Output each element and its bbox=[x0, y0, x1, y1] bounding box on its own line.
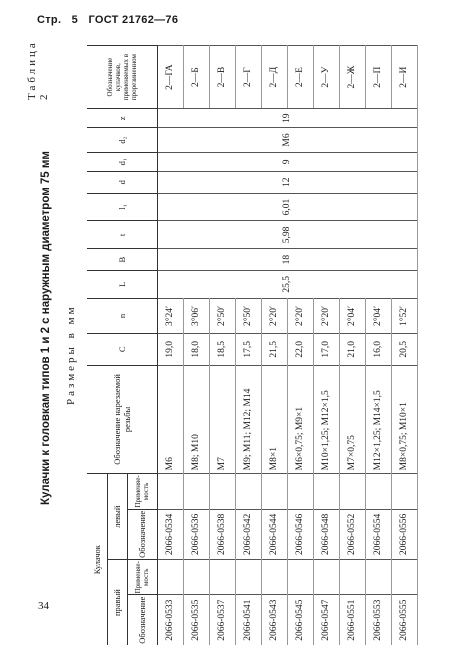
cell-right: 2066-0545 bbox=[287, 595, 313, 645]
cell-c: 19,0 bbox=[157, 334, 183, 365]
cell-n: 2°20′ bbox=[313, 298, 339, 333]
cell-c: 21,0 bbox=[339, 334, 365, 365]
cell-right-use bbox=[209, 560, 235, 595]
cell-common-d1: 9 bbox=[157, 152, 417, 172]
cell-common-t: 5,98 bbox=[157, 221, 417, 249]
cell-left-use bbox=[391, 474, 417, 509]
cell-cam-set: 2—ГА bbox=[157, 46, 183, 109]
cell-n: 2°50′ bbox=[209, 298, 235, 333]
cell-c: 18,0 bbox=[183, 334, 209, 365]
cell-left-use bbox=[261, 474, 287, 509]
col-l1: l₁ bbox=[87, 193, 157, 221]
page-header bbox=[37, 14, 185, 26]
cell-right: 2066-0541 bbox=[235, 595, 261, 645]
cell-cam-set: 2—И bbox=[391, 46, 417, 109]
cell-left: 2066-0534 bbox=[157, 509, 183, 560]
cell-c: 21,5 bbox=[261, 334, 287, 365]
page-number: 5 bbox=[71, 14, 79, 26]
cell-left-use bbox=[313, 474, 339, 509]
cell-right: 2066-0535 bbox=[183, 595, 209, 645]
cell-c: 22,0 bbox=[287, 334, 313, 365]
col-n: n bbox=[87, 298, 157, 333]
cell-left-use bbox=[157, 474, 183, 509]
cell-common-L: 25,5 bbox=[157, 270, 417, 298]
col-group-cam: Кулачок bbox=[87, 474, 107, 645]
cell-right: 2066-0551 bbox=[339, 595, 365, 645]
cell-thread: М6×0,75; М9×1 bbox=[287, 365, 313, 474]
col-c: C bbox=[87, 334, 157, 365]
cell-common-d2: М6 bbox=[157, 128, 417, 152]
cell-n: 2°20′ bbox=[287, 298, 313, 333]
cell-right: 2066-0547 bbox=[313, 595, 339, 645]
cell-common-B: 18 bbox=[157, 249, 417, 270]
cell-left: 2066-0552 bbox=[339, 509, 365, 560]
cell-right: 2066-0555 bbox=[391, 595, 417, 645]
cell-right-use bbox=[339, 560, 365, 595]
table-subtitle: Размеры в мм bbox=[65, 304, 77, 405]
col-B: B bbox=[87, 249, 157, 270]
cell-c: 17,0 bbox=[313, 334, 339, 365]
cell-left: 2066-0548 bbox=[313, 509, 339, 560]
cell-right-use bbox=[313, 560, 339, 595]
dimensions-table bbox=[87, 45, 418, 645]
cell-left-use bbox=[235, 474, 261, 509]
cell-c: 20,5 bbox=[391, 334, 417, 365]
cell-thread: М7×0,75 bbox=[339, 365, 365, 474]
cell-n: 2°04′ bbox=[339, 298, 365, 333]
cell-thread: М8×1 bbox=[261, 365, 287, 474]
col-L: L bbox=[87, 270, 157, 298]
cell-left-use bbox=[339, 474, 365, 509]
cell-cam-set: 2—Б bbox=[183, 46, 209, 109]
cell-left: 2066-0554 bbox=[365, 509, 391, 560]
cell-n: 3°06′ bbox=[183, 298, 209, 333]
cell-right-use bbox=[235, 560, 261, 595]
cell-thread: М7 bbox=[209, 365, 235, 474]
cell-cam-set: 2—Г bbox=[235, 46, 261, 109]
standard-code: ГОСТ 21762—76 bbox=[88, 14, 179, 26]
table-label: Таблица 2 bbox=[26, 40, 50, 100]
cell-right-use bbox=[157, 560, 183, 595]
cell-thread: М10×1,25; М12×1,5 bbox=[313, 365, 339, 474]
cell-left: 2066-0542 bbox=[235, 509, 261, 560]
cell-left: 2066-0538 bbox=[209, 509, 235, 560]
cell-n: 3°24′ bbox=[157, 298, 183, 333]
col-d2: d₂ bbox=[87, 128, 157, 152]
cell-right-use bbox=[261, 560, 287, 595]
page-label: Стр. bbox=[37, 14, 62, 26]
cell-common-z: 19 bbox=[157, 109, 417, 128]
cell-left: 2066-0544 bbox=[261, 509, 287, 560]
cell-thread: М8; М10 bbox=[183, 365, 209, 474]
cell-thread: М6 bbox=[157, 365, 183, 474]
col-right-designation: Обозначение bbox=[127, 595, 157, 645]
cell-left: 2066-0546 bbox=[287, 509, 313, 560]
cell-n: 2°20′ bbox=[261, 298, 287, 333]
cell-n: 2°50′ bbox=[235, 298, 261, 333]
col-d: d bbox=[87, 172, 157, 193]
cell-thread: М8×0,75; М10×1 bbox=[391, 365, 417, 474]
col-cam-set: Обозначение кулачков, применяемых в прорезиненном bbox=[87, 46, 157, 109]
cell-c: 18,5 bbox=[209, 334, 235, 365]
cell-c: 16,0 bbox=[365, 334, 391, 365]
table-title: Кулачки к головкам типов 1 и 2 с наружным диаметром 75 мм bbox=[40, 151, 52, 505]
cell-right: 2066-0543 bbox=[261, 595, 287, 645]
cell-left-use bbox=[209, 474, 235, 509]
cell-cam-set: 2—Д bbox=[261, 46, 287, 109]
table-row bbox=[157, 46, 183, 646]
cell-cam-set: 2—У bbox=[313, 46, 339, 109]
cell-right-use bbox=[183, 560, 209, 595]
cell-left: 2066-0536 bbox=[183, 509, 209, 560]
col-right-applicability: Применяе-мость bbox=[127, 560, 157, 595]
cell-left-use bbox=[287, 474, 313, 509]
cell-cam-set: 2—Е bbox=[287, 46, 313, 109]
cell-right-use bbox=[365, 560, 391, 595]
cell-cam-set: 2—В bbox=[209, 46, 235, 109]
cell-right: 2066-0533 bbox=[157, 595, 183, 645]
cell-left: 2066-0556 bbox=[391, 509, 417, 560]
col-d1: d₁ bbox=[87, 152, 157, 172]
cell-cam-set: 2—П bbox=[365, 46, 391, 109]
col-z: z bbox=[87, 109, 157, 128]
cell-common-l1: 6,01 bbox=[157, 193, 417, 221]
col-left-applicability: Применяе-мость bbox=[127, 474, 157, 509]
footer-page-number: 34 bbox=[38, 600, 49, 612]
cell-right: 2066-0553 bbox=[365, 595, 391, 645]
cell-left-use bbox=[365, 474, 391, 509]
cell-n: 2°04′ bbox=[365, 298, 391, 333]
cell-thread: М12×1,25; М14×1,5 bbox=[365, 365, 391, 474]
cell-right-use bbox=[287, 560, 313, 595]
cell-c: 17,5 bbox=[235, 334, 261, 365]
col-thread: Обозначение нарезаемой резьбы bbox=[87, 365, 157, 474]
col-right: правый bbox=[107, 560, 127, 645]
cell-right-use bbox=[391, 560, 417, 595]
col-left-designation: Обозначение bbox=[127, 509, 157, 560]
col-t: t bbox=[87, 221, 157, 249]
cell-cam-set: 2—Ж bbox=[339, 46, 365, 109]
cell-thread: М9; М11; М12; М14 bbox=[235, 365, 261, 474]
cell-n: 1°52′ bbox=[391, 298, 417, 333]
cell-right: 2066-0537 bbox=[209, 595, 235, 645]
rotated-table-area bbox=[26, 40, 430, 645]
cell-left-use bbox=[183, 474, 209, 509]
col-left: левый bbox=[107, 474, 127, 560]
cell-common-d: 12 bbox=[157, 172, 417, 193]
